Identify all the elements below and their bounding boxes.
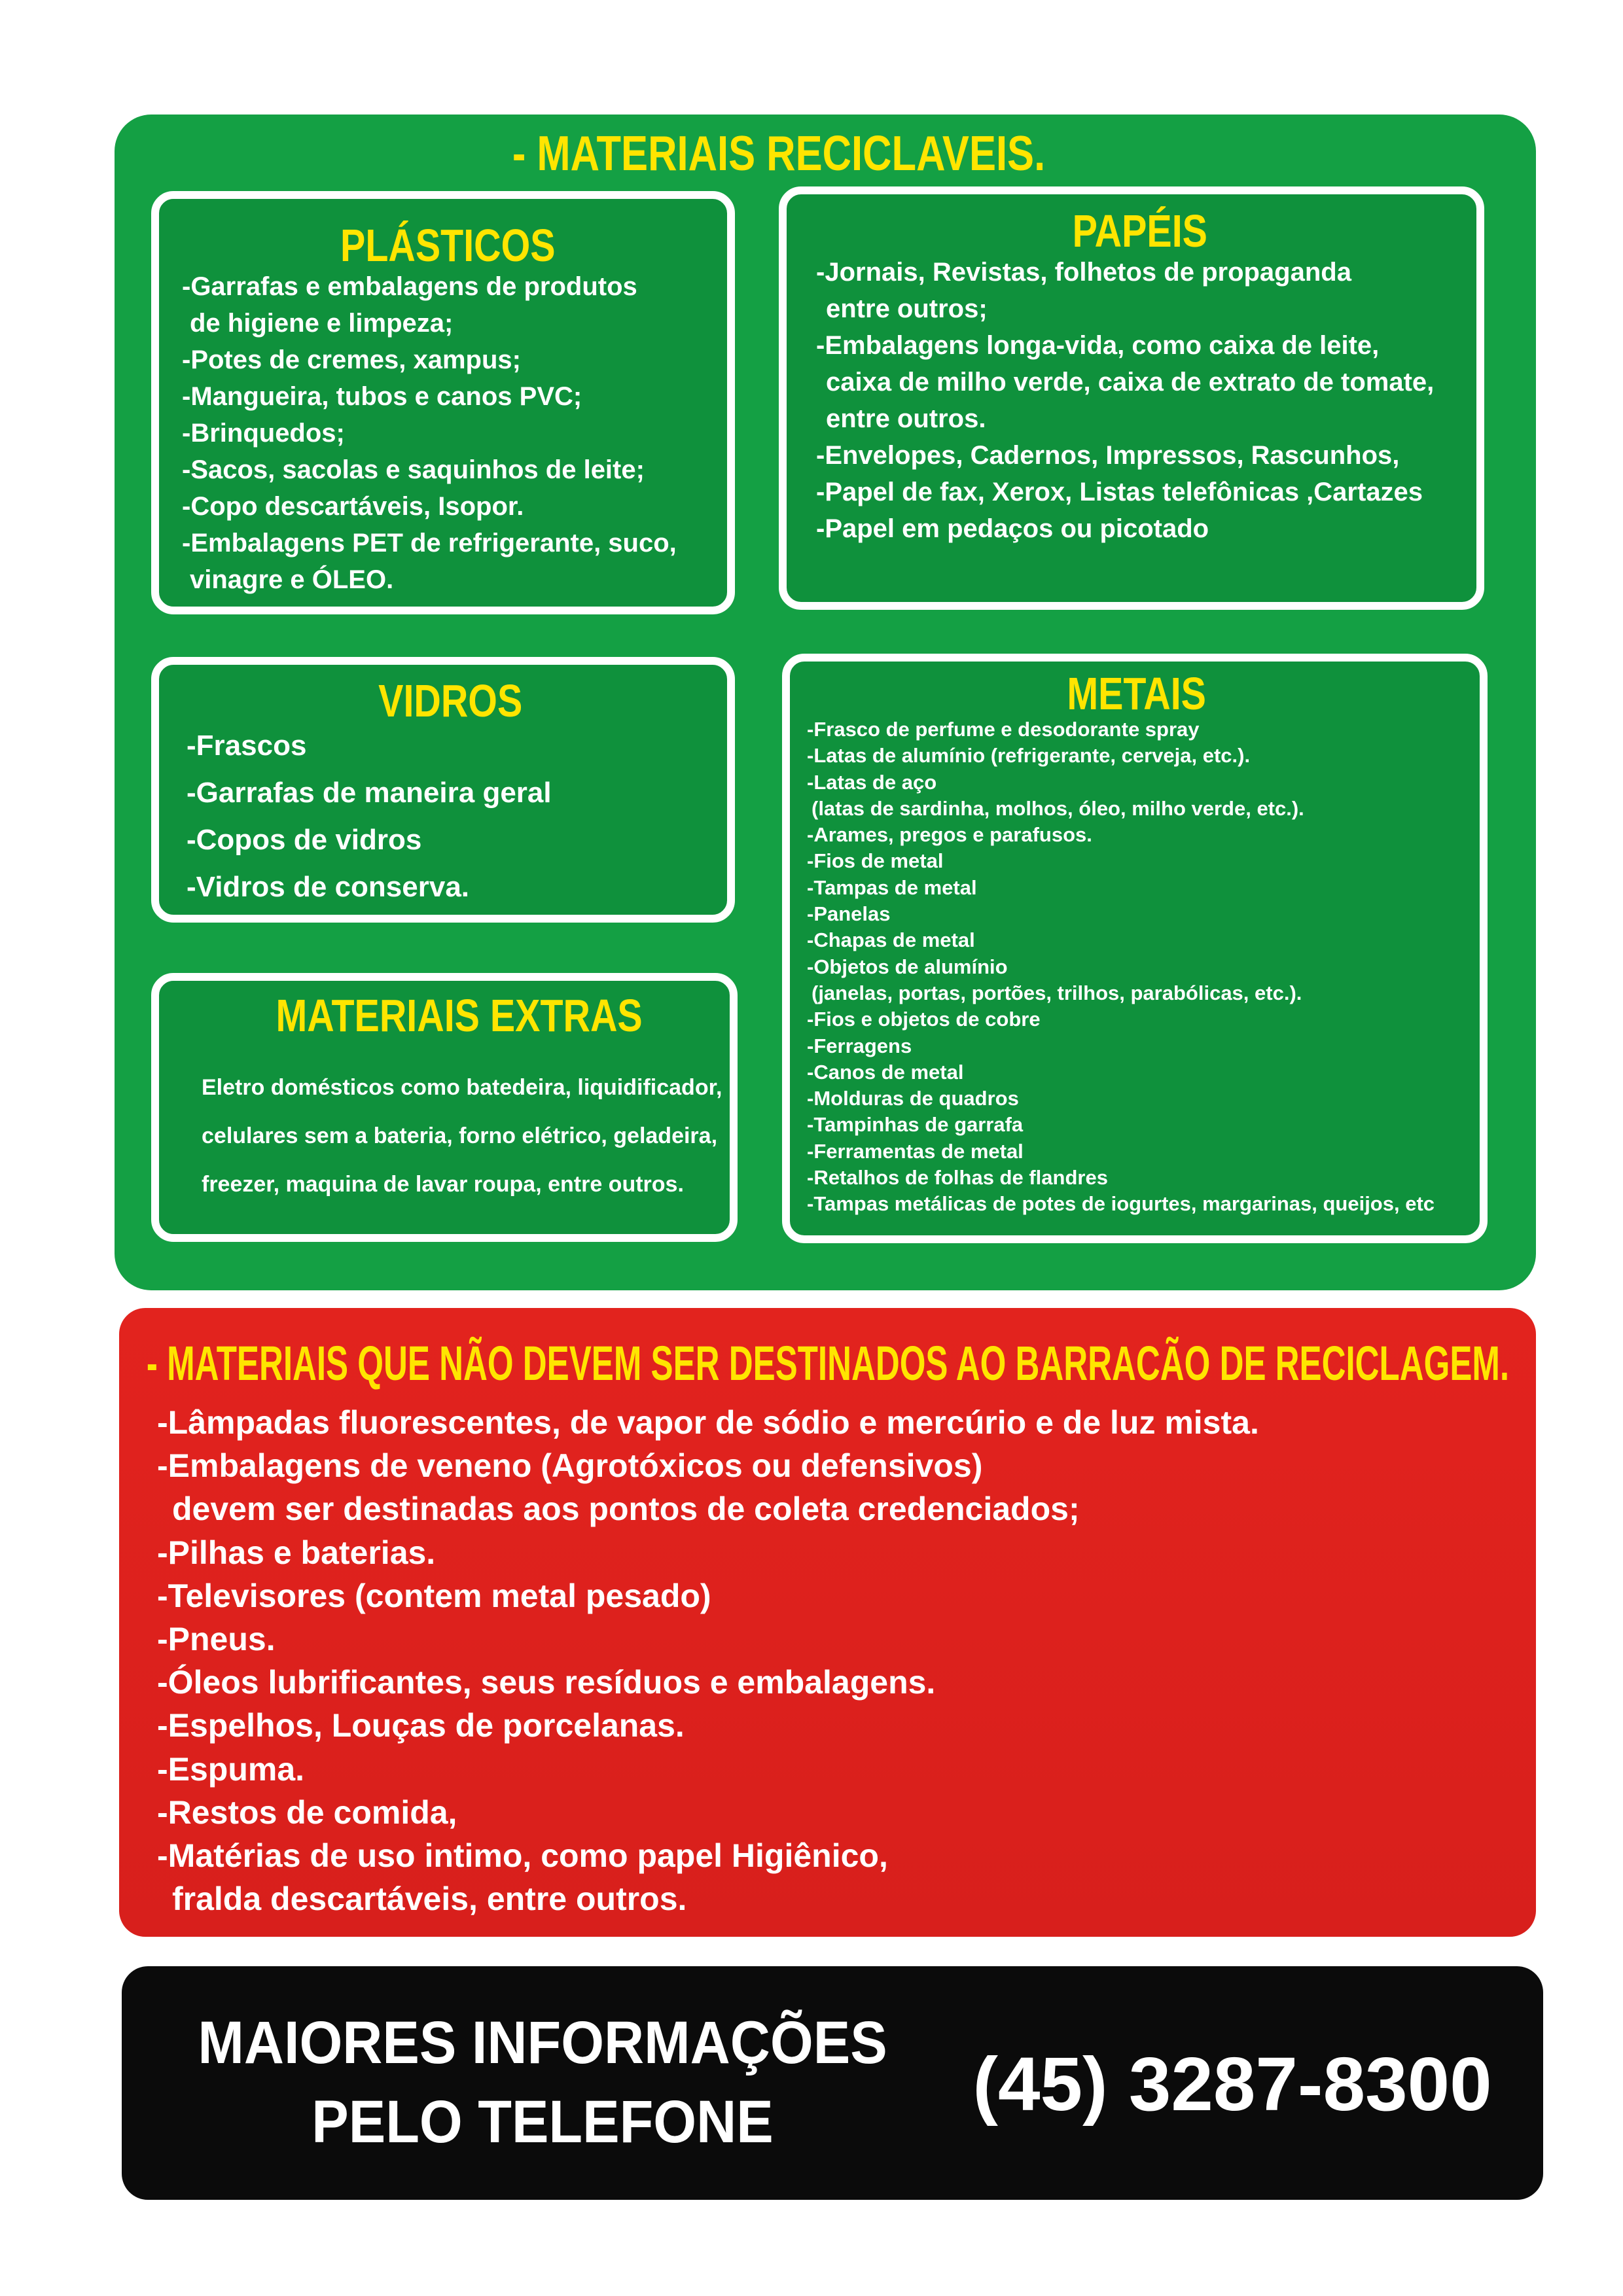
not-accepted-item: -Óleos lubrificantes, seus resíduos e embalagens.	[157, 1664, 936, 1701]
plasticos-item: -Mangueira, tubos e canos PVC;	[182, 382, 582, 411]
not-accepted-item: -Matérias de uso intimo, como papel Higiênico,	[157, 1837, 888, 1875]
plasticos-item: -Potes de cremes, xampus;	[182, 345, 521, 374]
materiais-extras-line: celulares sem a bateria, forno elétrico, geladeira,	[202, 1123, 718, 1148]
not-accepted-item: -Embalagens de veneno (Agrotóxicos ou defensivos)	[157, 1447, 983, 1485]
not-accepted-panel	[119, 1308, 1536, 1937]
metais-item: -Objetos de alumínio	[807, 955, 1008, 978]
metais-item: -Latas de aço	[807, 770, 937, 794]
vidros-item: -Garrafas de maneira geral	[187, 777, 552, 809]
papeis-item: -Papel de fax, Xerox, Listas telefônicas ,Cartazes	[816, 478, 1423, 506]
metais-title-text: METAIS	[1067, 668, 1207, 719]
metais-item: -Frasco de perfume e desodorante spray	[807, 718, 1200, 741]
plasticos-item: -Embalagens PET de refrigerante, suco,	[182, 529, 677, 557]
not-accepted-item-continuation: fralda descartáveis, entre outros.	[172, 1881, 687, 1918]
not-accepted-item: -Pilhas e baterias.	[157, 1534, 436, 1571]
materiais-extras-box	[151, 973, 738, 1242]
metais-item: -Chapas de metal	[807, 928, 975, 952]
papeis-title-text: PAPÉIS	[1072, 205, 1207, 256]
papeis-item: -Envelopes, Cadernos, Impressos, Rascunhos,	[816, 441, 1400, 470]
plasticos-item: -Sacos, sacolas e saquinhos de leite;	[182, 455, 645, 484]
papeis-list	[816, 254, 1463, 547]
not-accepted-item: -Televisores (contem metal pesado)	[157, 1577, 711, 1614]
metais-item: -Tampas metálicas de potes de iogurtes, margarinas, queijos, etc	[807, 1192, 1435, 1216]
materiais-extras-list	[202, 1063, 722, 1209]
plasticos-item-continuation: de higiene e limpeza;	[190, 309, 454, 338]
contact-panel	[122, 1966, 1543, 2200]
metais-item: -Fios de metal	[807, 849, 944, 873]
papeis-item-continuation: entre outros;	[826, 294, 988, 323]
metais-item: -Molduras de quadros	[807, 1087, 1019, 1110]
materiais-extras-title	[202, 990, 717, 1041]
metais-item: -Ferragens	[807, 1034, 912, 1057]
papeis-item: -Embalagens longa-vida, como caixa de leite,	[816, 331, 1380, 360]
metais-item-continuation: (latas de sardinha, molhos, óleo, milho verde, etc.).	[812, 796, 1304, 820]
metais-item: -Canos de metal	[807, 1060, 964, 1084]
recyclable-panel	[115, 115, 1536, 1290]
contact-heading-line1: MAIORES INFORMAÇÕES	[198, 2009, 887, 2076]
vidros-title-text: VIDROS	[378, 675, 523, 726]
not-accepted-item: -Espuma.	[157, 1750, 305, 1788]
plasticos-item: -Copo descartáveis, Isopor.	[182, 492, 524, 521]
papeis-box	[779, 186, 1484, 610]
not-accepted-item: -Restos de comida,	[157, 1793, 457, 1831]
metais-item-continuation: (janelas, portas, portões, trilhos, parabólicas, etc.).	[812, 981, 1302, 1004]
plasticos-item: -Garrafas e embalagens de produtos	[182, 272, 637, 301]
not-accepted-item: -Espelhos, Louças de porcelanas.	[157, 1707, 685, 1744]
phone-number: (45) 3287-8300	[972, 2041, 1492, 2127]
metais-item: -Fios e objetos de cobre	[807, 1008, 1041, 1031]
plasticos-item: -Brinquedos;	[182, 419, 345, 448]
not-accepted-item-continuation: devem ser destinadas aos pontos de coleta credenciados;	[172, 1491, 1080, 1528]
plasticos-item-continuation: vinagre e ÓLEO.	[190, 565, 394, 594]
plasticos-title-text: PLÁSTICOS	[340, 220, 556, 271]
not-accepted-item: -Lâmpadas fluorescentes, de vapor de sódio e mercúrio e de luz mista.	[157, 1404, 1259, 1441]
papeis-item-continuation: caixa de milho verde, caixa de extrato de tomate,	[826, 368, 1435, 397]
materiais-extras-line: Eletro domésticos como batedeira, liquidificador,	[202, 1075, 722, 1100]
papeis-item: -Jornais, Revistas, folhetos de propaganda	[816, 258, 1351, 287]
not-accepted-list	[157, 1401, 1259, 1920]
contact-heading-line2: PELO TELEFONE	[312, 2089, 774, 2155]
vidros-item: -Vidros de conserva.	[187, 871, 470, 903]
papeis-title	[816, 205, 1463, 256]
plasticos-list	[182, 268, 714, 598]
metais-box	[782, 654, 1488, 1243]
papeis-item-continuation: entre outros.	[826, 404, 986, 433]
metais-item: -Retalhos de folhas de flandres	[807, 1166, 1108, 1190]
metais-title	[807, 668, 1467, 719]
vidros-box	[151, 657, 735, 923]
materiais-extras-title-text: MATERIAIS EXTRAS	[276, 990, 643, 1041]
materiais-extras-line: freezer, maquina de lavar roupa, entre outros.	[202, 1172, 684, 1197]
plasticos-title	[182, 220, 714, 271]
vidros-item: -Copos de vidros	[187, 824, 422, 856]
metais-list	[807, 716, 1467, 1218]
metais-item: -Tampinhas de garrafa	[807, 1113, 1024, 1137]
vidros-list	[187, 722, 714, 911]
not-accepted-title: - MATERIAIS QUE NÃO DEVEM SER DESTINADOS AO BARRACÃO DE RECICLAGEM.	[146, 1336, 1509, 1390]
metais-item: -Ferramentas de metal	[807, 1139, 1024, 1163]
recyclable-title: - MATERIAIS RECICLAVEIS.	[512, 126, 1046, 181]
plasticos-box	[151, 191, 735, 614]
metais-item: -Tampas de metal	[807, 875, 977, 899]
vidros-item: -Frascos	[187, 730, 307, 762]
metais-item: -Arames, pregos e parafusos.	[807, 823, 1092, 847]
not-accepted-item: -Pneus.	[157, 1621, 276, 1658]
papeis-item: -Papel em pedaços ou picotado	[816, 514, 1209, 543]
metais-item: -Panelas	[807, 902, 891, 926]
vidros-title	[187, 675, 714, 726]
metais-item: -Latas de alumínio (refrigerante, cerveja, etc.).	[807, 744, 1251, 768]
